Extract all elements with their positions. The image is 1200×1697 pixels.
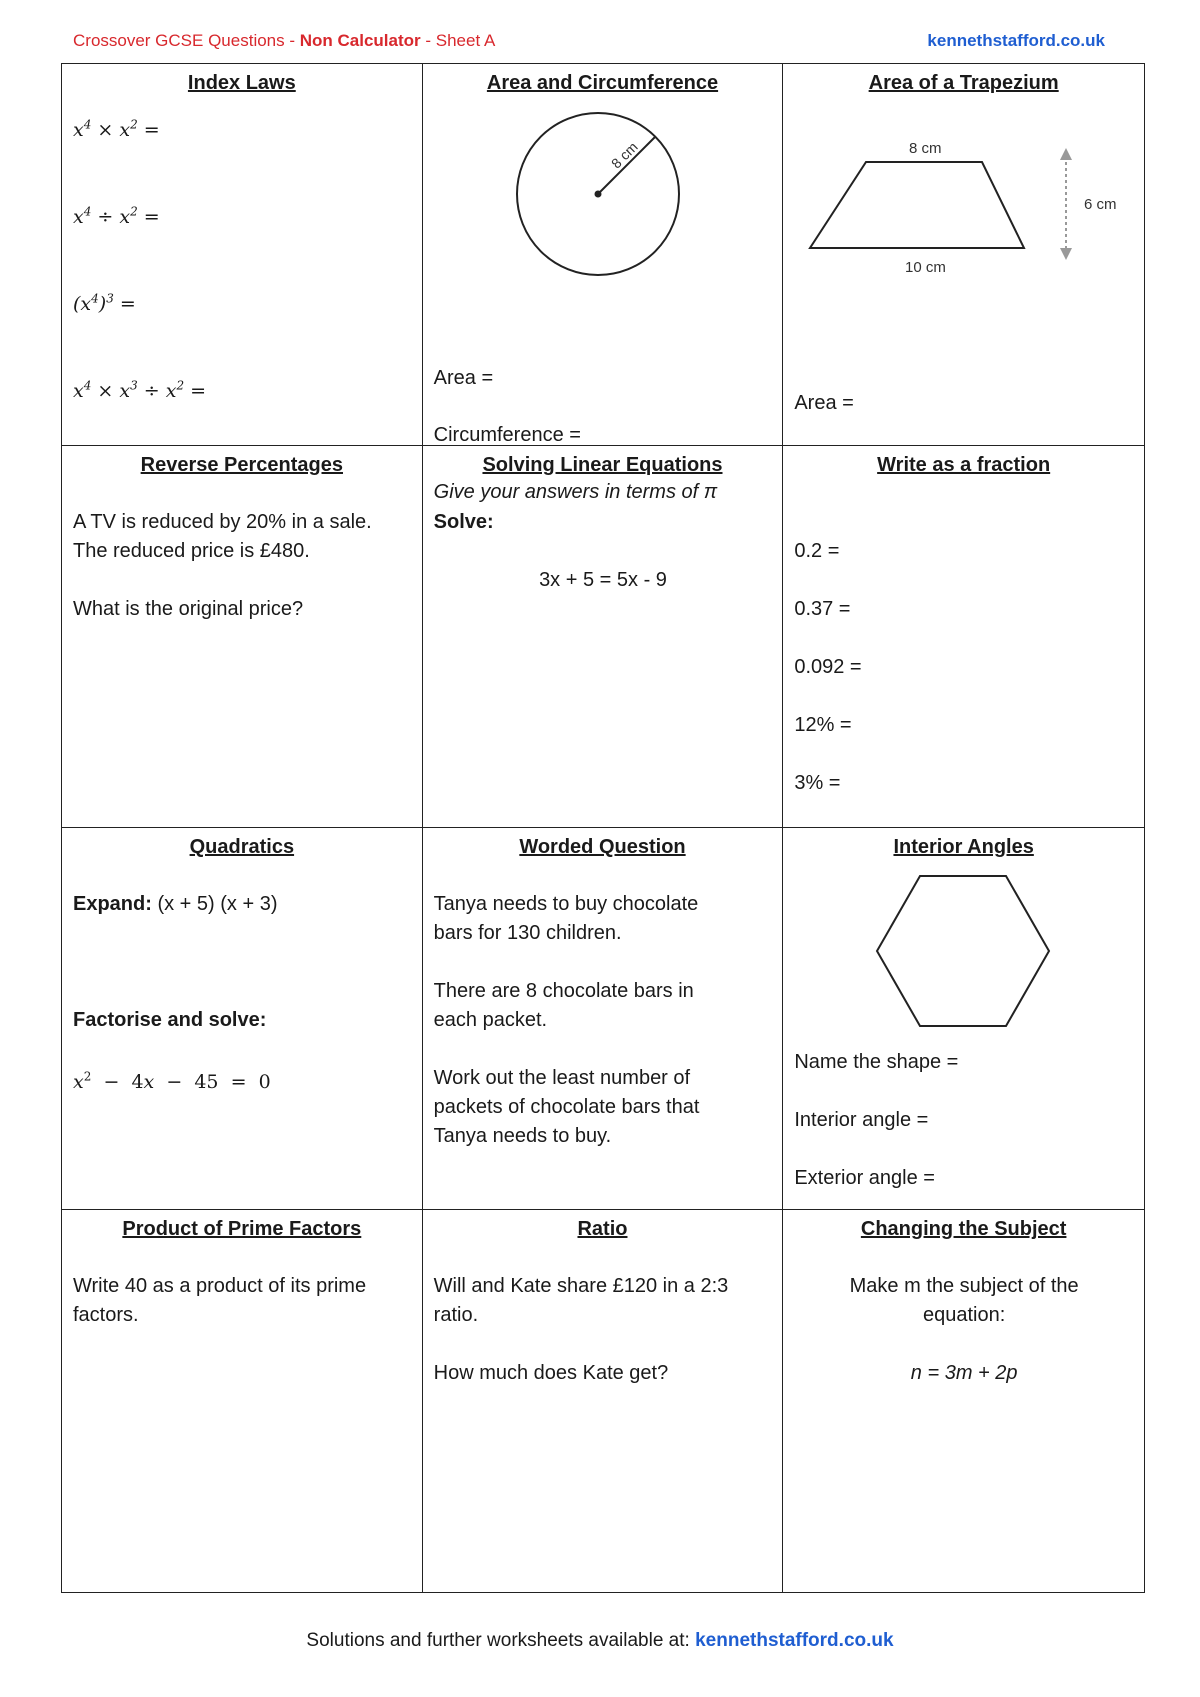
index-laws-title: Index Laws <box>187 72 296 94</box>
worded-p2b: each packet. <box>433 1009 548 1031</box>
reverse-pct-line3: What is the original price? <box>73 598 304 620</box>
ratio-line3: How much does Kate get? <box>433 1362 669 1384</box>
prime-title: Product of Prime Factors <box>122 1218 362 1240</box>
ratio-line1: Will and Kate share £120 in a 2:3 <box>433 1275 729 1297</box>
subject-line1: Make m the subject of the <box>849 1275 1079 1297</box>
trapezium-top-label: 8 cm <box>909 140 942 157</box>
sheet-title-suffix: - Sheet A <box>420 31 496 50</box>
reverse-pct-line2: The reduced price is £480. <box>73 540 310 562</box>
index-laws-q1: $x^4 \times x^2$ = <box>73 117 160 141</box>
prime-line2: factors. <box>73 1304 139 1326</box>
sheet-title <box>73 31 495 51</box>
trapezium-area: Area = <box>794 392 854 414</box>
cell-index-laws <box>62 64 423 446</box>
interior-title: Interior Angles <box>893 836 1034 858</box>
interior-name: Name the shape = <box>794 1051 959 1073</box>
quadratics-equation: $x^2 - 4x - 45 = 0$ <box>73 1069 271 1093</box>
interior-angle: Interior angle = <box>794 1109 929 1131</box>
fraction-item: 0.2 = <box>794 540 840 562</box>
fraction-item: 0.092 = <box>794 656 862 678</box>
subject-line2: equation: <box>923 1304 1006 1326</box>
fraction-item: 3% = <box>794 772 841 794</box>
cell-ratio <box>423 1210 784 1592</box>
index-laws-q2: $x^4 \div x^2$ = <box>73 204 160 228</box>
footer-text: Solutions and further worksheets available at: <box>306 1630 696 1651</box>
quadratics-expand <box>73 890 412 919</box>
area-circ-title: Area and Circumference <box>486 72 719 94</box>
trapezium-bottom-label: 10 cm <box>905 259 947 274</box>
trapezium-height-label: 6 cm <box>1084 196 1117 213</box>
circle-diagram <box>508 104 688 284</box>
subject-equation: n = 3m + 2p <box>910 1362 1018 1384</box>
trapezium-diagram <box>798 134 1138 274</box>
area-circ-note: Give your answers in terms of π <box>433 481 718 503</box>
footer-link[interactable]: kennethstafford.co.uk <box>695 1630 894 1651</box>
linear-equation: 3x + 5 = 5x - 9 <box>539 569 667 591</box>
reverse-pct-line1: A TV is reduced by 20% in a sale. <box>73 511 372 533</box>
worded-p3a: Work out the least number of <box>433 1067 691 1089</box>
quadratics-title: Quadratics <box>189 836 295 858</box>
ratio-line2: ratio. <box>433 1304 479 1326</box>
fraction-title: Write as a fraction <box>877 454 1051 476</box>
fraction-item: 0.37 = <box>794 598 851 620</box>
question-grid <box>61 63 1145 1593</box>
worded-p2a: There are 8 chocolate bars in <box>433 980 694 1002</box>
hexagon-diagram <box>873 870 1053 1030</box>
index-laws-q4: $x^4 \times x^3 \div x^2$ = <box>73 378 207 402</box>
worded-title: Worded Question <box>519 836 686 858</box>
radius-label: 8 cm <box>607 138 641 172</box>
sheet-title-bold: Non Calculator <box>299 31 421 50</box>
reverse-pct-title: Reverse Percentages <box>140 454 343 476</box>
worded-p3c: Tanya needs to buy. <box>433 1125 612 1147</box>
quadratics-expand-label: Expand: <box>73 893 152 915</box>
worded-p1b: bars for 130 children. <box>433 922 622 944</box>
linear-title: Solving Linear Equations <box>482 454 723 476</box>
quadratics-expand-expr: (x + 5) (x + 3) <box>151 893 278 915</box>
trapezium-title: Area of a Trapezium <box>868 72 1059 94</box>
linear-solve-label: Solve: <box>433 511 494 533</box>
cell-prime-factors <box>62 1210 423 1592</box>
footer <box>0 1630 1200 1652</box>
subject-title: Changing the Subject <box>860 1218 1067 1240</box>
index-laws-q3: $(x^4)^3$ = <box>73 291 136 315</box>
cell-trapezium <box>783 64 1144 446</box>
area-circ-circumference: Circumference = <box>433 424 581 446</box>
prime-line1: Write 40 as a product of its prime <box>73 1275 367 1297</box>
ratio-title: Ratio <box>577 1218 628 1240</box>
fraction-item: 12% = <box>794 714 852 736</box>
cell-linear-equations <box>423 446 784 828</box>
cell-write-fraction <box>783 446 1144 828</box>
worded-p1a: Tanya needs to buy chocolate <box>433 893 699 915</box>
site-link-header[interactable]: kennethstafford.co.uk <box>927 31 1105 50</box>
cell-reverse-percentages <box>62 446 423 828</box>
area-circ-area: Area = <box>433 367 494 389</box>
cell-quadratics <box>62 828 423 1210</box>
cell-changing-subject <box>783 1210 1144 1592</box>
cell-worded-question <box>423 828 784 1210</box>
exterior-angle: Exterior angle = <box>794 1167 935 1189</box>
worded-p3b: packets of chocolate bars that <box>433 1096 700 1118</box>
sheet-title-prefix: Crossover GCSE Questions - <box>73 31 300 50</box>
quadratics-factorise-label: Factorise and solve: <box>73 1009 267 1031</box>
cell-interior-angles <box>783 828 1144 1210</box>
